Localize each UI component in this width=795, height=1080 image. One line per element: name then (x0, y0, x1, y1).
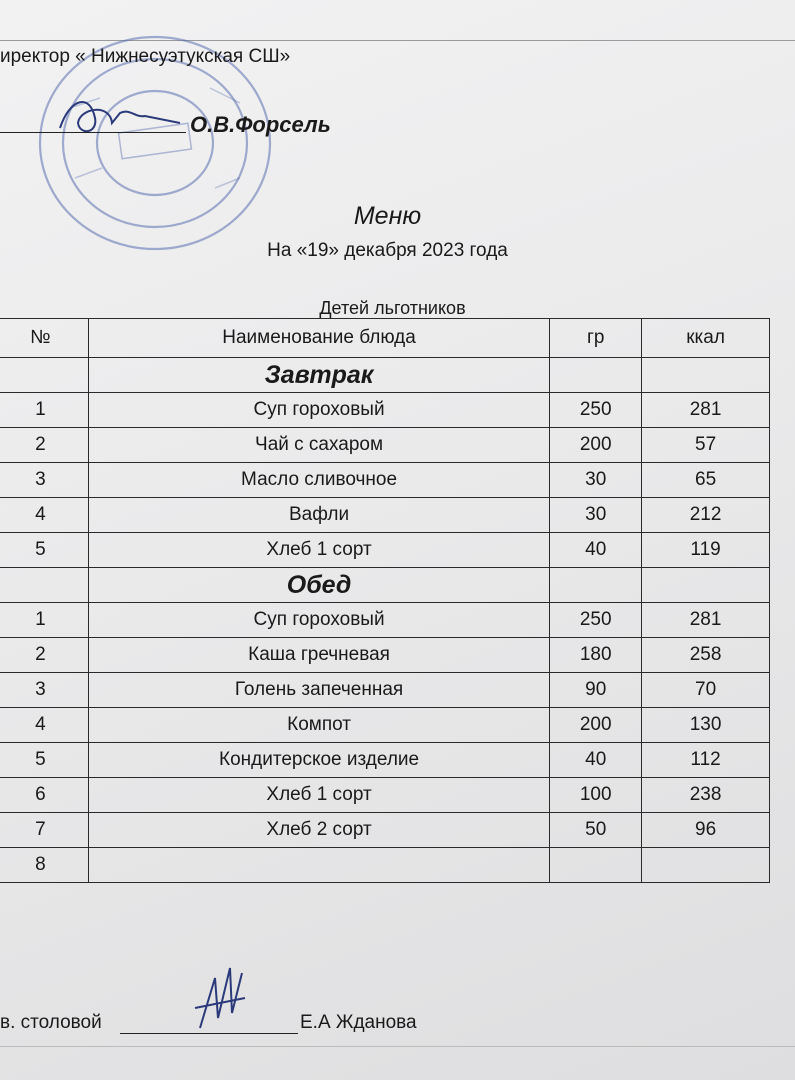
director-name: О.В.Форсель (190, 112, 331, 137)
menu-title: Меню (353, 202, 422, 230)
table-row: 5 Кондитерское изделие 40 112 (0, 743, 770, 778)
table-row: 1 Суп гороховый 250 281 (0, 603, 770, 638)
table-row: 4 Вафли 30 212 (0, 498, 770, 533)
table-row: 3 Голень запеченная 90 70 (0, 673, 770, 708)
table-row: 2 Чай с сахаром 200 57 (0, 428, 770, 463)
director-signature-line (0, 132, 186, 133)
col-header-grams: гр (550, 319, 642, 358)
bottom-edge-line (0, 1046, 795, 1047)
director-signature (50, 88, 190, 148)
table-row: 3 Масло сливочное 30 65 (0, 463, 770, 498)
col-header-kcal: ккал (642, 319, 770, 358)
table-row: 6 Хлеб 1 сорт 100 238 (0, 778, 770, 813)
section-title: Обед (88, 568, 549, 603)
section-row-breakfast (0, 358, 770, 393)
col-header-dish: Наименование блюда (88, 319, 549, 358)
table-row: 8 (0, 848, 770, 883)
section-title: Завтрак (88, 358, 549, 393)
table-row: 5 Хлеб 1 сорт 40 119 (0, 533, 770, 568)
table-header-row (0, 319, 770, 358)
footer-signature-line (120, 1033, 298, 1034)
table-row: 1 Суп гороховый 250 281 (0, 393, 770, 428)
table-row: 2 Каша гречневая 180 258 (0, 638, 770, 673)
section-row-lunch (0, 568, 770, 603)
table-caption: Детей льготников (319, 298, 466, 318)
director-line: иректор « Нижнесуэтукская СШ» (0, 46, 291, 67)
menu-date: На «19» декабря 2023 года (267, 240, 508, 261)
footer-name: Е.А Жданова (300, 1012, 417, 1033)
table-row: 4 Компот 200 130 (0, 708, 770, 743)
canteen-signature (180, 958, 260, 1038)
menu-table (0, 318, 770, 883)
table-row: 7 Хлеб 2 сорт 50 96 (0, 813, 770, 848)
col-header-number: № (0, 319, 88, 358)
footer-role: в. столовой (0, 1012, 102, 1033)
